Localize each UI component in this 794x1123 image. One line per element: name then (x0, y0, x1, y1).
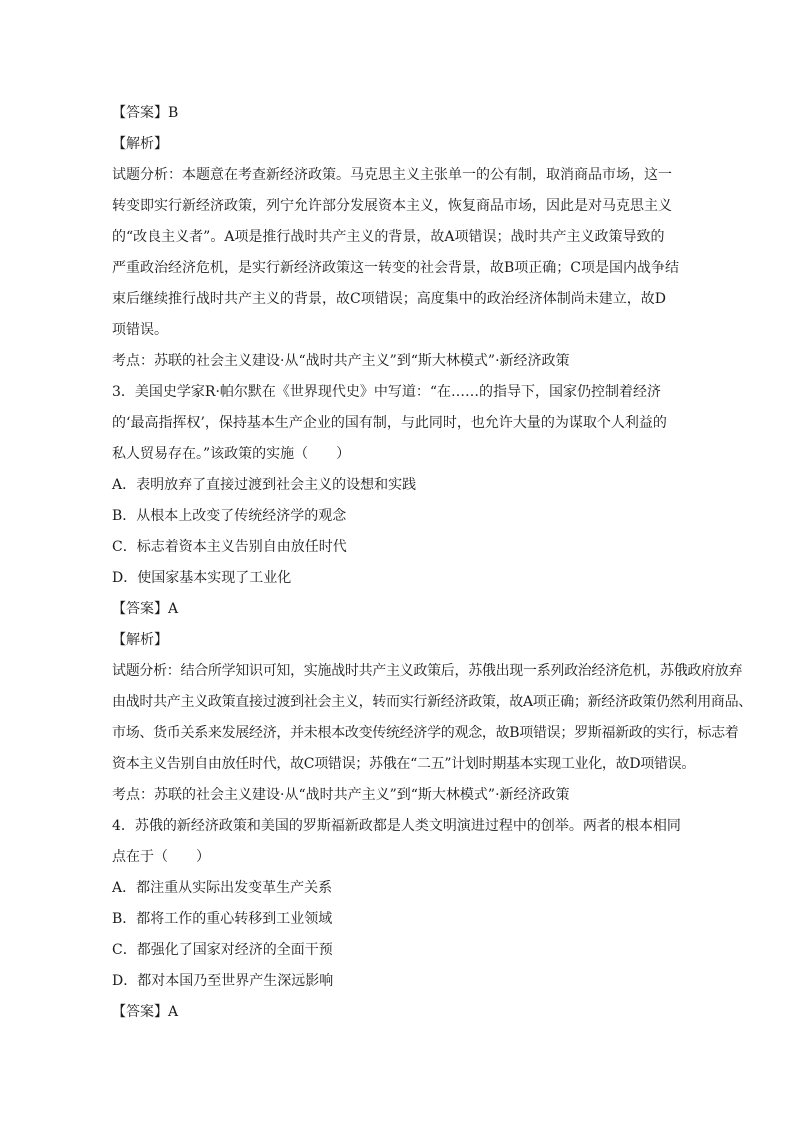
analysis-text-line: 市场、货币关系来发展经济，并未根本改变传统经济学的观念，故B项错误；罗斯福新政的实行，标志着 (112, 725, 739, 741)
answer-label: 【答案】B (112, 105, 179, 121)
answer-label: 【答案】A (112, 601, 179, 617)
question-stem-line: 3．美国史学家R·帕尔默在《世界现代史》中写道：“在……的指导下，国家仍控制着经济 (112, 384, 662, 400)
option-b: B．都将工作的重心转移到工业领域 (112, 911, 333, 927)
analysis-text-line: 束后继续推行战时共产主义的背景，故C项错误；高度集中的政治经济体制尚未建立，故D (112, 291, 666, 307)
option-d: D．使国家基本实现了工业化 (112, 570, 292, 586)
question-stem-line: 4．苏俄的新经济政策和美国的罗斯福新政都是人类文明演进过程中的创举。两者的根本相同 (112, 818, 681, 834)
analysis-label: 【解析】 (112, 136, 168, 152)
question-stem-line: 私人贸易存在。”该政策的实施（ ） (112, 446, 351, 462)
analysis-text-line: 资本主义告别自由放任时代，故C项错误；苏俄在“二五”计划时期基本实现工业化，故D项错误。 (112, 756, 696, 772)
analysis-text-line: 转变即实行新经济政策，列宁允许部分发展资本主义，恢复商品市场，因此是对马克思主义 (112, 198, 672, 214)
question-stem-line: 点在于（ ） (112, 849, 210, 865)
kaodian-line: 考点：苏联的社会主义建设·从“战时共产主义”到“斯大林模式”·新经济政策 (112, 787, 570, 803)
analysis-label: 【解析】 (112, 632, 168, 648)
analysis-text-line: 严重政治经济危机，是实行新经济政策这一转变的社会背景，故B项正确；C项是国内战争结 (112, 260, 679, 276)
answer-label: 【答案】A (112, 1004, 179, 1020)
option-c: C．标志着资本主义告别自由放任时代 (112, 539, 347, 555)
option-a: A．都注重从实际出发变革生产关系 (112, 880, 333, 896)
option-b: B．从根本上改变了传统经济学的观念 (112, 508, 347, 524)
option-a: A．表明放弃了直接过渡到社会主义的设想和实践 (112, 477, 417, 493)
option-c: C．都强化了国家对经济的全面干预 (112, 942, 333, 958)
analysis-text-line: 试题分析：结合所学知识可知，实施战时共产主义政策后，苏俄出现一系列政治经济危机，苏俄政府放弃 (112, 663, 743, 679)
analysis-text-line: 项错误。 (112, 322, 168, 338)
option-d: D．都对本国乃至世界产生深远影响 (112, 973, 334, 989)
analysis-text-line: 由战时共产主义政策直接过渡到社会主义，转而实行新经济政策，故A项正确；新经济政策仍然利用商品、 (112, 694, 753, 710)
question-stem-line: 的‘最高指挥权’，保持基本生产企业的国有制，与此同时，也允许大量的为谋取个人利益的 (112, 415, 667, 431)
kaodian-line: 考点：苏联的社会主义建设·从“战时共产主义”到“斯大林模式”·新经济政策 (112, 353, 570, 369)
analysis-text-line: 的“改良主义者”。A项是推行战时共产主义的背景，故A项错误；战时共产主义政策导致的 (112, 229, 665, 245)
document-page (112, 98, 753, 1028)
analysis-text-line: 试题分析：本题意在考查新经济政策。马克思主义主张单一的公有制，取消商品市场，这一 (112, 167, 672, 183)
